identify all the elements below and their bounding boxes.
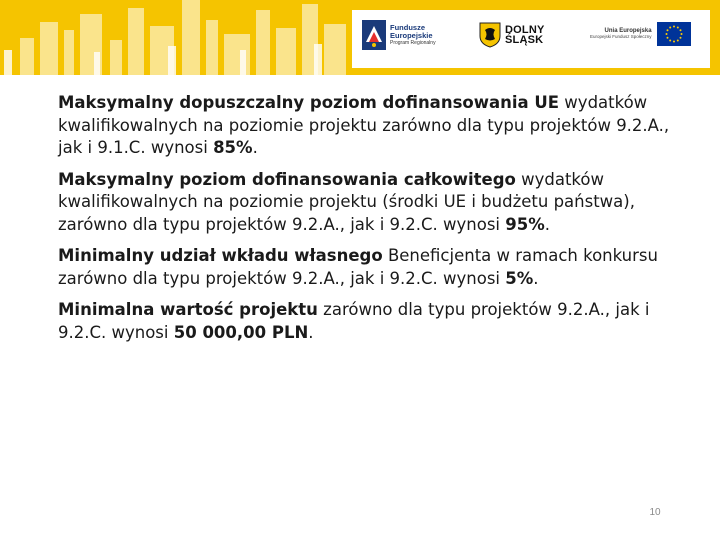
paragraph-value: 50 000,00 PLN: [173, 322, 309, 342]
decorative-blocks: [0, 0, 360, 75]
logo-panel: [352, 10, 710, 68]
unia-line1: Unia Europejska: [604, 28, 652, 35]
dolny-slask-crest-icon: [479, 22, 501, 48]
header-band: [0, 0, 720, 75]
dolny-slask-logo: [479, 22, 545, 48]
paragraph-heading: Minimalna wartość projektu: [58, 300, 318, 319]
fundusze-sub: Program Regionalny: [390, 39, 436, 46]
paragraph-max-total-cofinancing: [58, 169, 678, 237]
dolny-slask-line1: DOLNY: [505, 23, 545, 36]
paragraph-text: wydatków kwalifikowalnych na poziomie projektu zarówno dla typu projektów 9.2.A., jak i 9.1.C. wynosi: [58, 93, 670, 157]
paragraph-value: 5%: [505, 268, 534, 288]
paragraph-heading: Minimalny udział wkładu własnego: [58, 246, 383, 265]
paragraph-end: .: [544, 214, 551, 234]
unia-sub: Europejski Fundusz Społeczny: [590, 33, 652, 39]
paragraph-min-project-value: [58, 299, 678, 344]
paragraph-text: zarówno dla typu projektów 9.2.A., jak i 9.2.C. wynosi: [58, 300, 650, 342]
page-number: 10: [649, 507, 661, 518]
paragraph-value: 85%: [213, 138, 253, 157]
dolny-slask-line2: ŚLĄSK: [505, 34, 544, 46]
paragraph-heading: Maksymalny poziom dofinansowania całkowitego: [58, 169, 516, 189]
paragraph-text: Beneficjenta w ramach konkursu zarówno dla typu projektów 9.2.A., jak i 9.2.C. wynosi: [58, 246, 658, 288]
paragraph-max-eu-cofinancing: [58, 92, 678, 160]
paragraph-end: .: [308, 322, 314, 342]
paragraph-value: 95%: [505, 214, 545, 234]
unia-europejska-logo: [590, 22, 691, 46]
paragraph-end: .: [533, 268, 539, 288]
fundusze-star-icon: [362, 20, 386, 50]
paragraph-heading: Maksymalny dopuszczalny poziom dofinansowania UE: [58, 93, 560, 112]
paragraph-min-own-contribution: [58, 245, 678, 290]
paragraph-text: wydatków kwalifikowalnych na poziomie projektu (środki UE i budżetu państwa), zarówno dla typu projektów 9.2.A., jak i 9.2.C. wynosi: [58, 169, 635, 234]
fundusze-europejskie-logo: [362, 20, 436, 50]
fundusze-line1: Fundusze: [390, 23, 425, 32]
eu-flag-icon: [657, 22, 691, 46]
paragraph-end: .: [252, 138, 258, 157]
content-body: [58, 92, 678, 353]
fundusze-line2: Europejskie: [390, 30, 433, 40]
